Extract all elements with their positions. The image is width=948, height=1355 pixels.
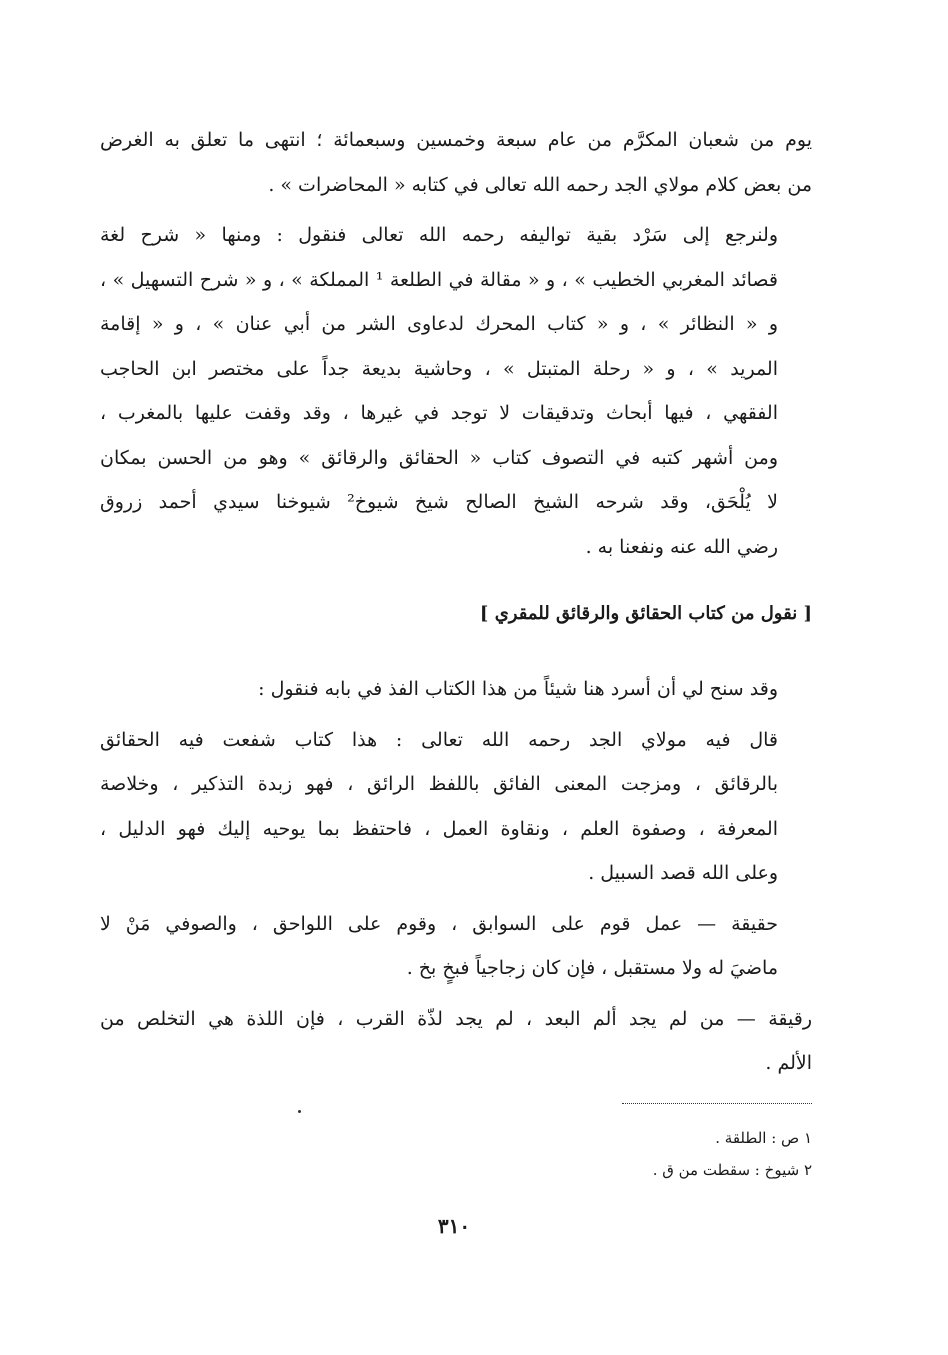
page-number: ٣١٠ xyxy=(437,1214,471,1238)
text-line: وقد سنح لي أن أسرد هنا شيئاً من هذا الكتاب الفذ في بابه فنقول : xyxy=(258,678,778,700)
paragraph xyxy=(100,213,812,569)
text-line: ومن أشهر كتبه في التصوف كتاب « الحقائق والرقائق » وهو من الحسن بمكان xyxy=(100,446,778,469)
footnote-divider xyxy=(622,1103,812,1104)
text-line: رقيقة — من لم يجد ألم البعد ، لم يجد لذّة القرب ، فإن اللذة هي التخلص من xyxy=(100,1007,812,1030)
paragraph xyxy=(100,997,812,1086)
text-line: المعرفة ، وصفوة العلم ، ونقاوة العمل ، فاحتفظ بما يوحيه إليك فهو الدليل ، xyxy=(100,817,778,840)
text-line: الفقهي ، فيها أبحاث وتدقيقات لا توجد في غيرها ، وقد وقفت عليها بالمغرب ، xyxy=(100,402,778,424)
text-line: من بعض كلام مولاي الجد رحمه الله تعالى في كتابه « المحاضرات » . xyxy=(268,173,812,196)
footnote-2: ٢ شيوخ : سقطت من ق . xyxy=(652,1161,812,1179)
print-speck xyxy=(298,1110,301,1113)
text-line: رضي الله عنه ونفعنا به . xyxy=(585,535,778,558)
text-line: قال فيه مولاي الجد رحمه الله تعالى : هذا كتاب شفعت فيه الحقائق xyxy=(100,728,778,751)
text-line: ماضيَ له ولا مستقبل ، فإن كان زجاجياً فبخٍ بخ . xyxy=(406,957,778,979)
text-line: حقيقة — عمل قوم على السوابق ، وقوم على اللواحق ، والصوفي مَنْ لا xyxy=(100,912,778,935)
text-line: لا يُلْحَق، وقد شرحه الشيخ الصالح شيخ شيوخ² شيوخنا سيدي أحمد زروق xyxy=(100,491,778,513)
footnotes xyxy=(560,1122,812,1186)
text-line: المريد » ، و « رحلة المتبتل » ، وحاشية بديعة جداً على مختصر ابن الحاجب xyxy=(100,357,778,380)
paragraph xyxy=(100,718,812,896)
text-line: وعلى الله قصد السبيل . xyxy=(588,862,778,884)
text-line: قصائد المغربي الخطيب » ، و « مقالة في الطلعة ¹ المملكة » ، و « شرح التسهيل » ، xyxy=(100,268,778,291)
text-line: و « النظائر » ، و « كتاب المحرك لدعاوى الشر من أبي عنان » ، و « إقامة xyxy=(100,313,778,335)
paragraph xyxy=(100,667,812,712)
text-line: الألم . xyxy=(765,1052,812,1074)
text-line: بالرقائق ، ومزجت المعنى الفائق باللفظ الرائق ، فهو زبدة التذكير ، وخلاصة xyxy=(100,773,778,795)
paragraph xyxy=(100,902,812,991)
paragraph xyxy=(100,118,812,207)
text-line: يوم من شعبان المكرَّم من عام سبعة وخمسين وسبعمائة ؛ انتهى ما تعلق به الغرض xyxy=(100,129,812,151)
section-heading: [ نقول من كتاب الحقائق والرقائق للمقري ] xyxy=(479,603,812,624)
text-line: ولنرجع إلى سَرْد بقية تواليفه رحمه الله تعالى فنقول : ومنها « شرح لغة xyxy=(100,224,778,246)
footnote-1: ١ ص : الطلقة . xyxy=(715,1129,812,1147)
page-body xyxy=(100,118,812,1092)
